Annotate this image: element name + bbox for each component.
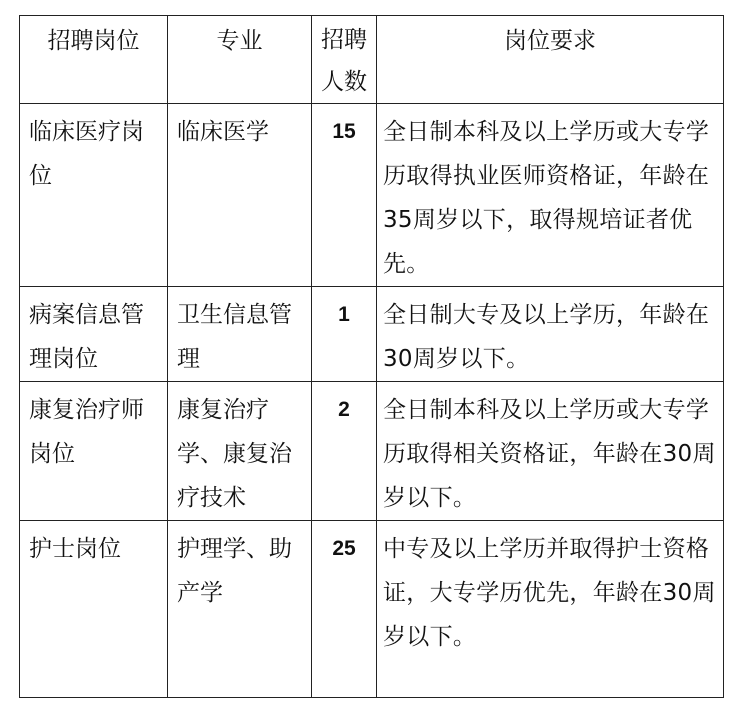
table-row: [20, 382, 724, 521]
table-row: [20, 521, 724, 698]
cell-count: 2: [312, 382, 377, 521]
cell-requirement: 全日制本科及以上学历或大专学历取得相关资格证，年龄在30周岁以下。: [377, 382, 724, 521]
cell-requirement: 中专及以上学历并取得护士资格证，大专学历优先，年龄在30周岁以下。: [377, 521, 724, 698]
recruitment-table: [19, 15, 724, 698]
cell-count: 1: [312, 287, 377, 382]
header-position: 招聘岗位: [20, 16, 168, 104]
cell-major: 康复治疗学、康复治疗技术: [168, 382, 312, 521]
cell-count: 25: [312, 521, 377, 698]
cell-requirement: 全日制本科及以上学历或大专学历取得执业医师资格证，年龄在35周岁以下，取得规培证者优先。: [377, 104, 724, 287]
cell-count: 15: [312, 104, 377, 287]
cell-position: 康复治疗师岗位: [20, 382, 168, 521]
cell-position: 护士岗位: [20, 521, 168, 698]
header-requirement: 岗位要求: [377, 16, 724, 104]
header-major: 专业: [168, 16, 312, 104]
cell-requirement: 全日制大专及以上学历，年龄在30周岁以下。: [377, 287, 724, 382]
cell-major: 临床医学: [168, 104, 312, 287]
table-row: [20, 104, 724, 287]
cell-position: 病案信息管理岗位: [20, 287, 168, 382]
cell-major: 护理学、助产学: [168, 521, 312, 698]
table-row: [20, 287, 724, 382]
table-header-row: [20, 16, 724, 104]
cell-position: 临床医疗岗位: [20, 104, 168, 287]
header-count: 招聘 人数: [312, 16, 377, 104]
cell-major: 卫生信息管理: [168, 287, 312, 382]
